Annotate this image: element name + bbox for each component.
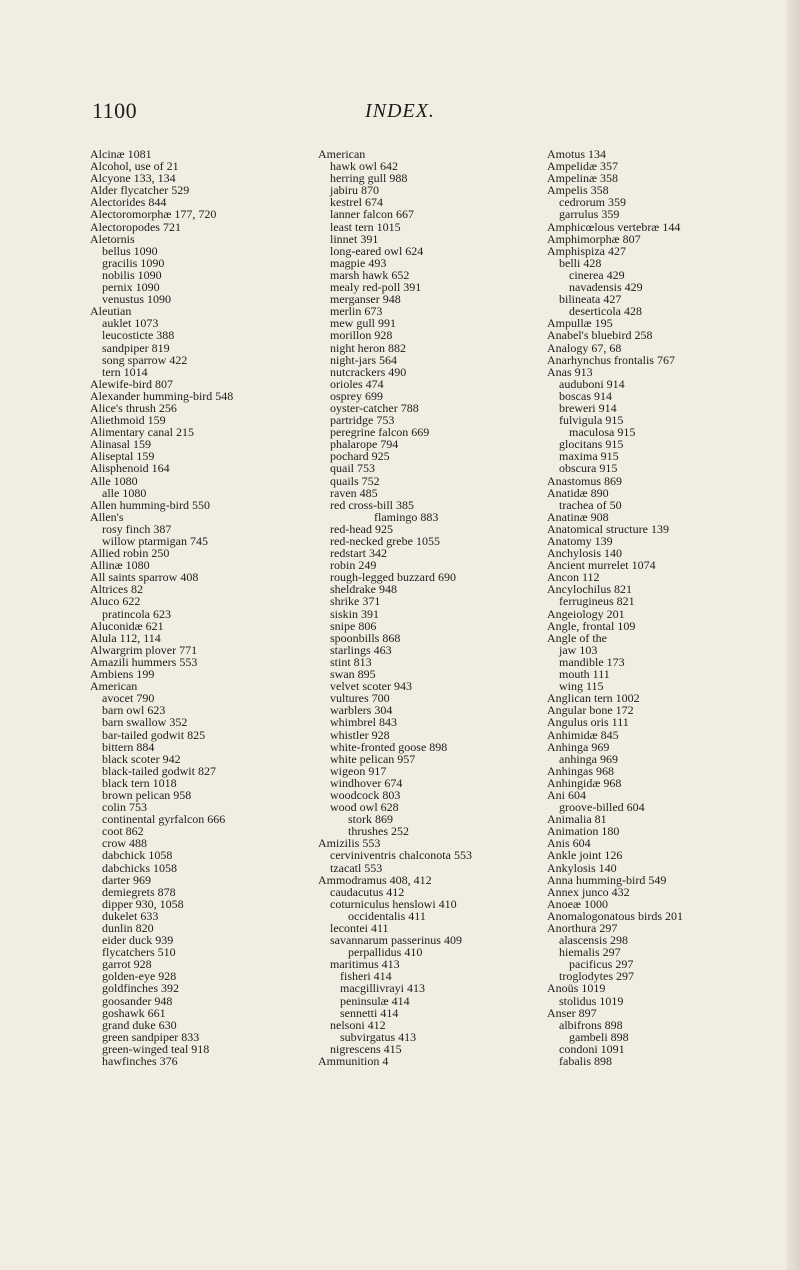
index-subentry: fulvigula 915 [559,413,624,428]
index-subentry: wing 115 [559,679,604,694]
index-subentry: rough-legged buzzard 690 [330,570,456,585]
index-entry: Allinæ 1080 [90,558,150,573]
index-subentry: song sparrow 422 [102,352,188,367]
index-subentry: starlings 463 [330,642,392,657]
index-entry: Aleutian [90,304,132,319]
index-subentry: black tern 1018 [102,775,177,790]
index-entry: Allied robin 250 [90,546,170,561]
index-subentry: rosy finch 387 [102,521,172,536]
index-entry: Anomalogonatous birds 201 [547,908,683,923]
index-subentry: jaw 103 [559,642,598,657]
index-entry: Alectoropodes 721 [90,219,181,234]
index-entry: Anhinga 969 [547,739,610,754]
index-subentry: sandpiper 819 [102,340,170,355]
index-entry: American [318,147,366,161]
index-subentry: mouth 111 [559,667,610,682]
index-subentry: hawk owl 642 [330,159,398,174]
index-entry: Angle of the [547,630,607,645]
index-subentry: nutcrackers 490 [330,364,407,379]
index-subentry: pratincola 623 [102,606,171,621]
index-subentry: flamingo 883 [374,509,439,524]
index-columns [90,148,790,1258]
index-subentry: boscas 914 [559,388,612,403]
index-subentry: ferrugineus 821 [559,594,635,609]
index-subentry: cedrorum 359 [559,195,626,210]
index-subentry: raven 485 [330,485,378,500]
index-entry: Amizilis 553 [318,836,381,851]
index-subentry: obscura 915 [559,461,618,476]
index-entry: Aliethmoid 159 [90,413,166,428]
index-entry: Anoeæ 1000 [547,896,608,911]
index-subentry: pernix 1090 [102,280,160,295]
index-subentry: merlin 673 [330,304,383,319]
index-entry: Alwargrim plover 771 [90,642,198,657]
index-subentry: black-tailed godwit 827 [102,763,216,778]
page-number: 1100 [92,98,138,123]
index-entry: Ancon 112 [547,570,600,585]
index-entry: Aluco 622 [90,594,141,609]
index-entry: Anglican tern 1002 [547,691,640,706]
index-entry: Amphimorphæ 807 [547,231,641,246]
index-subentry: tern 1014 [102,364,148,379]
index-subentry: barn owl 623 [102,703,166,718]
index-subentry: quails 752 [330,473,380,488]
index-subentry: long-eared owl 624 [330,243,424,258]
index-entry: Anser 897 [547,1005,597,1020]
index-entry: Anas 913 [547,364,593,379]
index-entry: Anatomy 139 [547,534,613,548]
index-entry: Ankle joint 126 [547,848,623,863]
index-subentry: vultures 700 [330,691,390,706]
index-entry: Anatinæ 908 [547,509,609,524]
index-subentry: whistler 928 [330,727,390,742]
index-entry: Aliseptal 159 [90,449,155,464]
index-entry: Anarhynchus frontalis 767 [547,352,675,367]
index-entry: Altrices 82 [90,582,143,597]
index-subentry: breweri 914 [559,400,617,415]
index-entry: Alcohol, use of 21 [90,159,179,174]
index-subentry: herring gull 988 [330,171,408,186]
index-subentry: windhover 674 [330,775,403,790]
index-subentry: golden-eye 928 [102,969,177,984]
index-subentry: snipe 806 [330,618,377,633]
index-entry: Alisphenoid 164 [90,461,170,476]
index-subentry: stork 869 [348,812,393,827]
index-subentry: hawfinches 376 [102,1054,178,1069]
index-subentry: merganser 948 [330,292,401,307]
index-entry: Anna humming-bird 549 [547,872,667,887]
index-entry: Ampelinæ 358 [547,171,618,186]
index-entry: Ampullæ 195 [547,316,613,331]
index-subentry: cerviniventris chalconota 553 [330,848,472,863]
index-subentry: coturniculus henslowi 410 [330,896,457,911]
page-header [0,98,800,128]
index-entry: Alice's thrush 256 [90,400,177,415]
index-subentry: wigeon 917 [330,763,387,778]
index-entry: Annex junco 432 [547,884,630,899]
index-subentry: crow 488 [102,836,147,851]
index-subentry: red-head 925 [330,521,393,536]
index-subentry: sennetti 414 [340,1005,399,1020]
index-subentry: black scoter 942 [102,751,181,766]
index-subentry: nigrescens 415 [330,1041,402,1056]
index-subentry: osprey 699 [330,388,383,403]
index-subentry: peninsulæ 414 [340,993,410,1008]
index-subentry: cinerea 429 [569,267,625,282]
index-entry: Animation 180 [547,824,620,839]
index-subentry: alascensis 298 [559,933,628,948]
index-subentry: macgillivrayi 413 [340,981,425,996]
index-entry: Angeiology 201 [547,606,625,621]
index-entry: Alcyone 133, 134 [90,171,176,186]
index-subentry: quail 753 [330,461,375,476]
index-entry: Allen's [90,509,124,524]
index-subentry: velvet scoter 943 [330,679,412,694]
index-subentry: maxima 915 [559,449,619,464]
index-subentry: goshawk 661 [102,1005,166,1020]
index-subentry: bar-tailed godwit 825 [102,727,206,742]
index-subentry: stint 813 [330,654,372,669]
index-subentry: night heron 882 [330,340,406,355]
index-subentry: auduboni 914 [559,376,625,391]
index-subentry: spoonbills 868 [330,630,401,645]
index-subentry: tzacatl 553 [330,860,383,875]
index-entry: Alle 1080 [90,473,138,488]
index-entry: Ankylosis 140 [547,860,617,875]
index-entry: Anhingidæ 968 [547,775,622,790]
index-subentry: deserticola 428 [569,304,642,319]
index-subentry: partridge 753 [330,413,395,428]
index-subentry: caudacutus 412 [330,884,405,899]
index-subentry: colin 753 [102,800,147,815]
index-subentry: fisheri 414 [340,969,392,984]
index-subentry: morillon 928 [330,328,393,343]
index-entry: Ampelidæ 357 [547,159,618,174]
index-subentry: garrulus 359 [559,207,620,222]
index-subentry: barn swallow 352 [102,715,188,730]
index-subentry: navadensis 429 [569,280,643,295]
index-subentry: maritimus 413 [330,957,400,972]
index-entry: Anatidæ 890 [547,485,609,500]
index-entry: Amphispiza 427 [547,243,626,258]
index-subentry: willow ptarmigan 745 [102,534,208,548]
index-subentry: magpie 493 [330,255,387,270]
index-subentry: red-necked grebe 1055 [330,534,440,548]
index-subentry: shrike 371 [330,594,381,609]
index-subentry: goldfinches 392 [102,981,179,996]
index-subentry: green-winged teal 918 [102,1041,210,1056]
index-subentry: flycatchers 510 [102,945,176,960]
index-subentry: brown pelican 958 [102,787,192,802]
index-entry: Anhingas 968 [547,763,614,778]
index-entry: Ammodramus 408, 412 [318,872,432,887]
index-entry: Alectoromorphæ 177, 720 [90,207,217,222]
index-subentry: whimbrel 843 [330,715,397,730]
index-subentry: bilineata 427 [559,292,622,307]
index-entry: Angulus oris 111 [547,715,629,730]
index-subentry: trachea of 50 [559,497,622,512]
index-subentry: subvirgatus 413 [340,1029,417,1044]
index-subentry: garrot 928 [102,957,152,972]
index-subentry: white-fronted goose 898 [330,739,448,754]
index-entry: Anorthura 297 [547,921,618,935]
index-entry: Anastomus 869 [547,473,622,488]
index-subentry: siskin 391 [330,606,380,621]
index-entry: Analogy 67, 68 [547,340,622,355]
index-entry: Allen humming-bird 550 [90,497,210,512]
index-entry: Ancient murrelet 1074 [547,558,656,573]
index-subentry: white pelican 957 [330,751,416,766]
index-subentry: kestrel 674 [330,195,383,210]
index-entry: Amphicœlous vertebræ 144 [547,219,681,234]
index-subentry: leucosticte 388 [102,328,175,343]
index-subentry: linnet 391 [330,231,379,246]
index-subentry: bellus 1090 [102,243,158,258]
index-entry: Anoüs 1019 [547,981,606,996]
index-subentry: anhinga 969 [559,751,618,766]
index-subentry: condoni 1091 [559,1041,625,1056]
index-subentry: nobilis 1090 [102,267,162,282]
index-subentry: night-jars 564 [330,352,397,367]
index-subentry: least tern 1015 [330,219,401,234]
index-entry: Alimentary canal 215 [90,425,194,440]
index-subentry: oyster-catcher 788 [330,400,419,415]
index-entry: Ammunition 4 [318,1054,389,1069]
index-entry: Anchylosis 140 [547,546,622,561]
index-subentry: glocitans 915 [559,437,624,452]
index-entry: Anabel's bluebird 258 [547,328,653,343]
index-subentry: dabchicks 1058 [102,860,177,875]
index-subentry: phalarope 794 [330,437,399,452]
index-subentry: orioles 474 [330,376,384,391]
index-entry: Aletornis [90,231,135,246]
index-entry: Alectorides 844 [90,195,167,210]
index-entry: Anhimidæ 845 [547,727,619,742]
index-subentry: dipper 930, 1058 [102,896,184,911]
index-subentry: pacificus 297 [569,957,634,972]
index-subentry: stolidus 1019 [559,993,624,1008]
index-subentry: jabiru 870 [330,183,379,198]
index-entry: Aluconidæ 621 [90,618,164,633]
index-subentry: lecontei 411 [330,921,389,935]
index-entry: Alcinæ 1081 [90,147,152,161]
index-subentry: pochard 925 [330,449,390,464]
index-subentry: venustus 1090 [102,292,171,307]
index-subentry: gracilis 1090 [102,255,165,270]
index-entry: All saints sparrow 408 [90,570,199,585]
index-column-3 [547,148,790,1067]
index-subentry: albifrons 898 [559,1017,623,1032]
index-subentry: darter 969 [102,872,151,887]
index-subentry: red cross-bill 385 [330,497,414,512]
index-entry: Anatomical structure 139 [547,521,669,536]
index-subentry: mealy red-poll 391 [330,280,422,295]
index-subentry: mew gull 991 [330,316,396,331]
index-subentry: marsh hawk 652 [330,267,410,282]
index-entry: Alexander humming-bird 548 [90,388,234,403]
index-entry: Amotus 134 [547,147,607,161]
index-subentry: robin 249 [330,558,377,573]
index-entry: Angular bone 172 [547,703,634,718]
index-subentry: occidentalis 411 [348,908,426,923]
index-entry: Alewife-bird 807 [90,376,173,391]
index-subentry: demiegrets 878 [102,884,176,899]
index-subentry: warblers 304 [330,703,393,718]
index-entry: Alder flycatcher 529 [90,183,190,198]
index-subentry: grand duke 630 [102,1017,177,1032]
index-entry: Ani 604 [547,787,586,802]
index-subentry: belli 428 [559,255,602,270]
index-subentry: savannarum passerinus 409 [330,933,462,948]
index-entry: Alula 112, 114 [90,630,161,645]
index-subentry: avocet 790 [102,691,155,706]
index-subentry: swan 895 [330,667,376,682]
index-subentry: groove-billed 604 [559,800,645,815]
index-subentry: mandible 173 [559,654,625,669]
index-subentry: green sandpiper 833 [102,1029,200,1044]
index-column-2 [318,148,544,1067]
index-entry: Ambiens 199 [90,667,155,682]
index-subentry: troglodytes 297 [559,969,634,984]
index-subentry: nelsoni 412 [330,1017,386,1032]
index-entry: Angle, frontal 109 [547,618,636,633]
index-subentry: gambeli 898 [569,1029,629,1044]
index-subentry: sheldrake 948 [330,582,397,597]
index-entry: Alinasal 159 [90,437,151,452]
index-subentry: dunlin 820 [102,921,154,935]
index-entry: American [90,679,138,694]
index-subentry: redstart 342 [330,546,387,561]
index-entry: Ancylochilus 821 [547,582,632,597]
index-subentry: peregrine falcon 669 [330,425,430,440]
index-subentry: alle 1080 [102,485,147,500]
index-subentry: eider duck 939 [102,933,174,948]
index-subentry: lanner falcon 667 [330,207,414,222]
index-entry: Ampelis 358 [547,183,609,198]
index-subentry: woodcock 803 [330,787,401,802]
index-entry: Anis 604 [547,836,591,851]
index-subentry: goosander 948 [102,993,173,1008]
index-subentry: thrushes 252 [348,824,409,839]
index-entry: Animalia 81 [547,812,607,827]
index-subentry: dukelet 633 [102,908,159,923]
index-subentry: hiemalis 297 [559,945,621,960]
index-subentry: dabchick 1058 [102,848,173,863]
index-entry: Amazili hummers 553 [90,654,198,669]
index-subentry: continental gyrfalcon 666 [102,812,226,827]
index-subentry: wood owl 628 [330,800,399,815]
index-subentry: bittern 884 [102,739,155,754]
index-subentry: maculosa 915 [569,425,636,440]
running-head: INDEX. [365,100,435,122]
index-column-1 [90,148,315,1067]
index-subentry: coot 862 [102,824,144,839]
index-subentry: perpallidus 410 [348,945,423,960]
index-subentry: fabalis 898 [559,1054,612,1069]
index-subentry: auklet 1073 [102,316,159,331]
